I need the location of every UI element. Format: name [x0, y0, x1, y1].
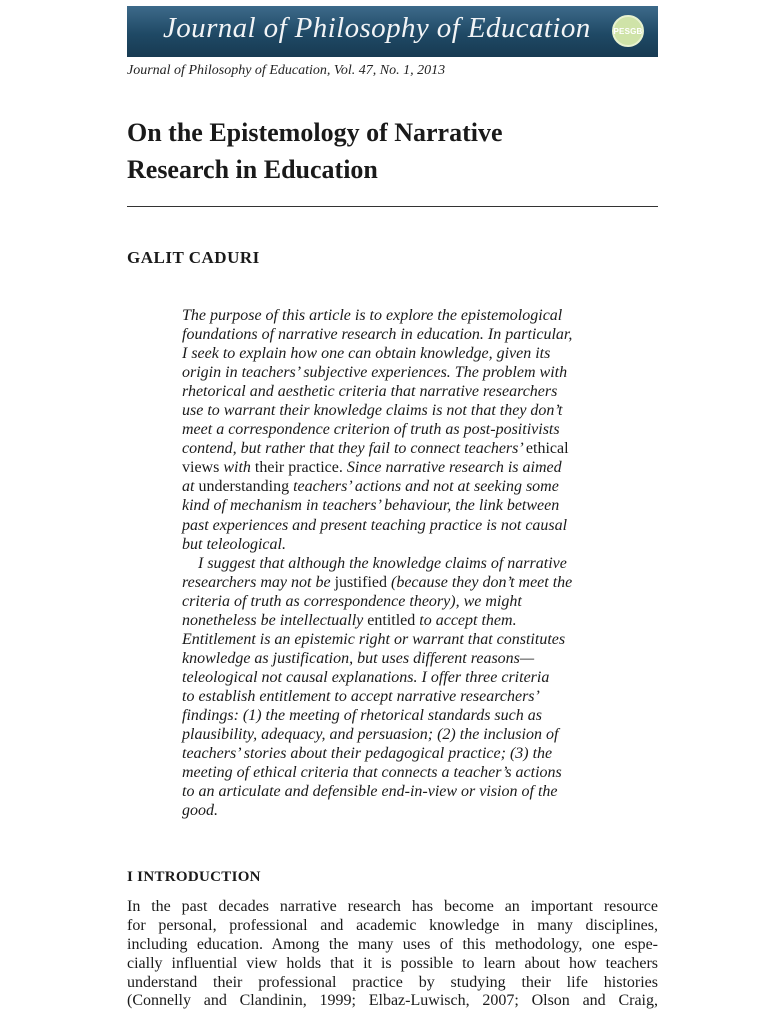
abstract-text-segment: teachers’ stories about their pedagogical practice; (3) the	[182, 745, 553, 763]
abstract-text-segment: justified	[334, 573, 387, 591]
abstract-text-segment: researchers may not be	[182, 573, 335, 591]
abstract-line	[182, 706, 632, 725]
abstract-line	[182, 420, 632, 439]
abstract-line	[182, 458, 632, 477]
abstract-text-segment: Since narrative research is aimed	[346, 459, 562, 477]
abstract-text-segment: criteria of truth as correspondence theory), we might	[182, 592, 522, 610]
abstract-text-segment: but teleological.	[182, 535, 286, 553]
abstract-line	[182, 687, 632, 706]
abstract-text-segment: their practice.	[250, 459, 347, 477]
article-title	[127, 114, 657, 188]
abstract-text-segment: rhetorical and aesthetic criteria that narrative researchers	[182, 383, 558, 401]
abstract-line	[182, 516, 632, 535]
abstract-text-segment: nonetheless be intellectually	[182, 611, 368, 629]
abstract-line	[182, 535, 632, 554]
abstract-text-segment: knowledge as justification, but uses different reasons—	[182, 649, 535, 667]
seal-text: PESGB	[613, 26, 643, 36]
abstract-line	[182, 363, 632, 382]
society-seal-logo	[612, 15, 644, 47]
abstract-text-segment: with	[223, 459, 251, 477]
abstract-line	[182, 401, 632, 420]
section-heading: I INTRODUCTION	[127, 869, 261, 885]
abstract-line	[182, 763, 632, 782]
abstract-text-segment: views	[182, 459, 224, 477]
title-divider	[127, 206, 658, 207]
abstract-text-segment: (because they don’t meet the	[387, 573, 573, 591]
abstract-line	[182, 744, 632, 763]
abstract-text-segment: at	[182, 478, 199, 496]
abstract-line	[182, 611, 632, 630]
abstract-text-segment: past experiences and present teaching practice is not causal	[182, 516, 568, 534]
author-name: GALIT CADURI	[127, 248, 260, 267]
abstract-text-segment: understanding	[198, 478, 290, 496]
abstract-text-segment: findings: (1) the meeting of rhetorical standards such as	[182, 706, 542, 724]
abstract-text-segment: I suggest that although the knowledge claims of narrative	[198, 554, 567, 572]
title-line: On the Epistemology of Narrative	[127, 118, 503, 147]
body-line: cially influential view holds that it is possible to learn about how teachers	[127, 954, 658, 972]
abstract-text-segment: entitled	[367, 611, 416, 629]
abstract-text-segment: contend, but rather that they fail to connect teachers’	[182, 440, 526, 458]
abstract-line	[182, 725, 632, 744]
abstract-text-segment: foundations of narrative research in education. In particular,	[182, 326, 573, 344]
title-line: Research in Education	[127, 155, 378, 184]
abstract-line	[182, 439, 632, 458]
abstract-line	[182, 630, 632, 649]
abstract-text-segment: meeting of ethical criteria that connects a teacher’s actions	[182, 764, 562, 782]
abstract-text-segment: kind of mechanism in teachers’ behaviour, the link between	[182, 497, 560, 515]
journal-banner	[127, 6, 658, 57]
abstract-text-segment: to an articulate and defensible end-in-view or vision of the	[182, 783, 558, 801]
abstract-text-segment: teachers’ actions and not at seeking some	[289, 478, 559, 496]
abstract	[182, 306, 632, 820]
abstract-line	[182, 592, 632, 611]
abstract-line	[182, 668, 632, 687]
abstract-line	[182, 306, 632, 325]
journal-name: Journal of Philosophy of Education	[163, 12, 591, 44]
abstract-text-segment: ethical	[525, 440, 569, 458]
abstract-line	[182, 325, 632, 344]
body-line: for personal, professional and academic knowledge in many disciplines,	[127, 916, 658, 934]
abstract-text-segment: plausibility, adequacy, and persuasion; (2) the inclusion of	[182, 726, 559, 744]
abstract-line	[182, 782, 632, 801]
body-paragraph	[127, 898, 658, 1011]
abstract-line	[182, 554, 632, 573]
body-line: (Connelly and Clandinin, 1999; Elbaz-Luwisch, 2007; Olson and Craig,	[127, 992, 658, 1010]
abstract-text-segment: to accept them.	[415, 611, 517, 629]
abstract-line	[182, 801, 632, 820]
body-line: including education. Among the many uses of this methodology, one espe-	[127, 935, 658, 953]
abstract-text-segment: good.	[182, 802, 218, 820]
abstract-text-segment: use to warrant their knowledge claims is not that they don’t	[182, 402, 563, 420]
abstract-line	[182, 649, 632, 668]
abstract-line	[182, 573, 632, 592]
abstract-line	[182, 496, 632, 515]
abstract-line	[182, 477, 632, 496]
body-line: understand their professional practice by studying their life histories	[127, 973, 658, 991]
abstract-line	[182, 382, 632, 401]
abstract-text-segment: Entitlement is an epistemic right or warrant that constitutes	[182, 630, 566, 648]
abstract-text-segment: The purpose of this article is to explore the epistemological	[182, 307, 563, 324]
abstract-line	[182, 344, 632, 363]
body-line: In the past decades narrative research has become an important resource	[127, 898, 658, 915]
abstract-text-segment: to establish entitlement to accept narrative researchers’	[182, 687, 540, 705]
abstract-text-segment: teleological not causal explanations. I offer three criteria	[182, 668, 550, 686]
journal-citation: Journal of Philosophy of Education, Vol. 47, No. 1, 2013	[127, 63, 446, 78]
abstract-text-segment: I seek to explain how one can obtain knowledge, given its	[182, 345, 551, 363]
abstract-text-segment: meet a correspondence criterion of truth as post-positivists	[182, 421, 560, 439]
abstract-text-segment: origin in teachers’ subjective experiences. The problem with	[182, 364, 568, 382]
